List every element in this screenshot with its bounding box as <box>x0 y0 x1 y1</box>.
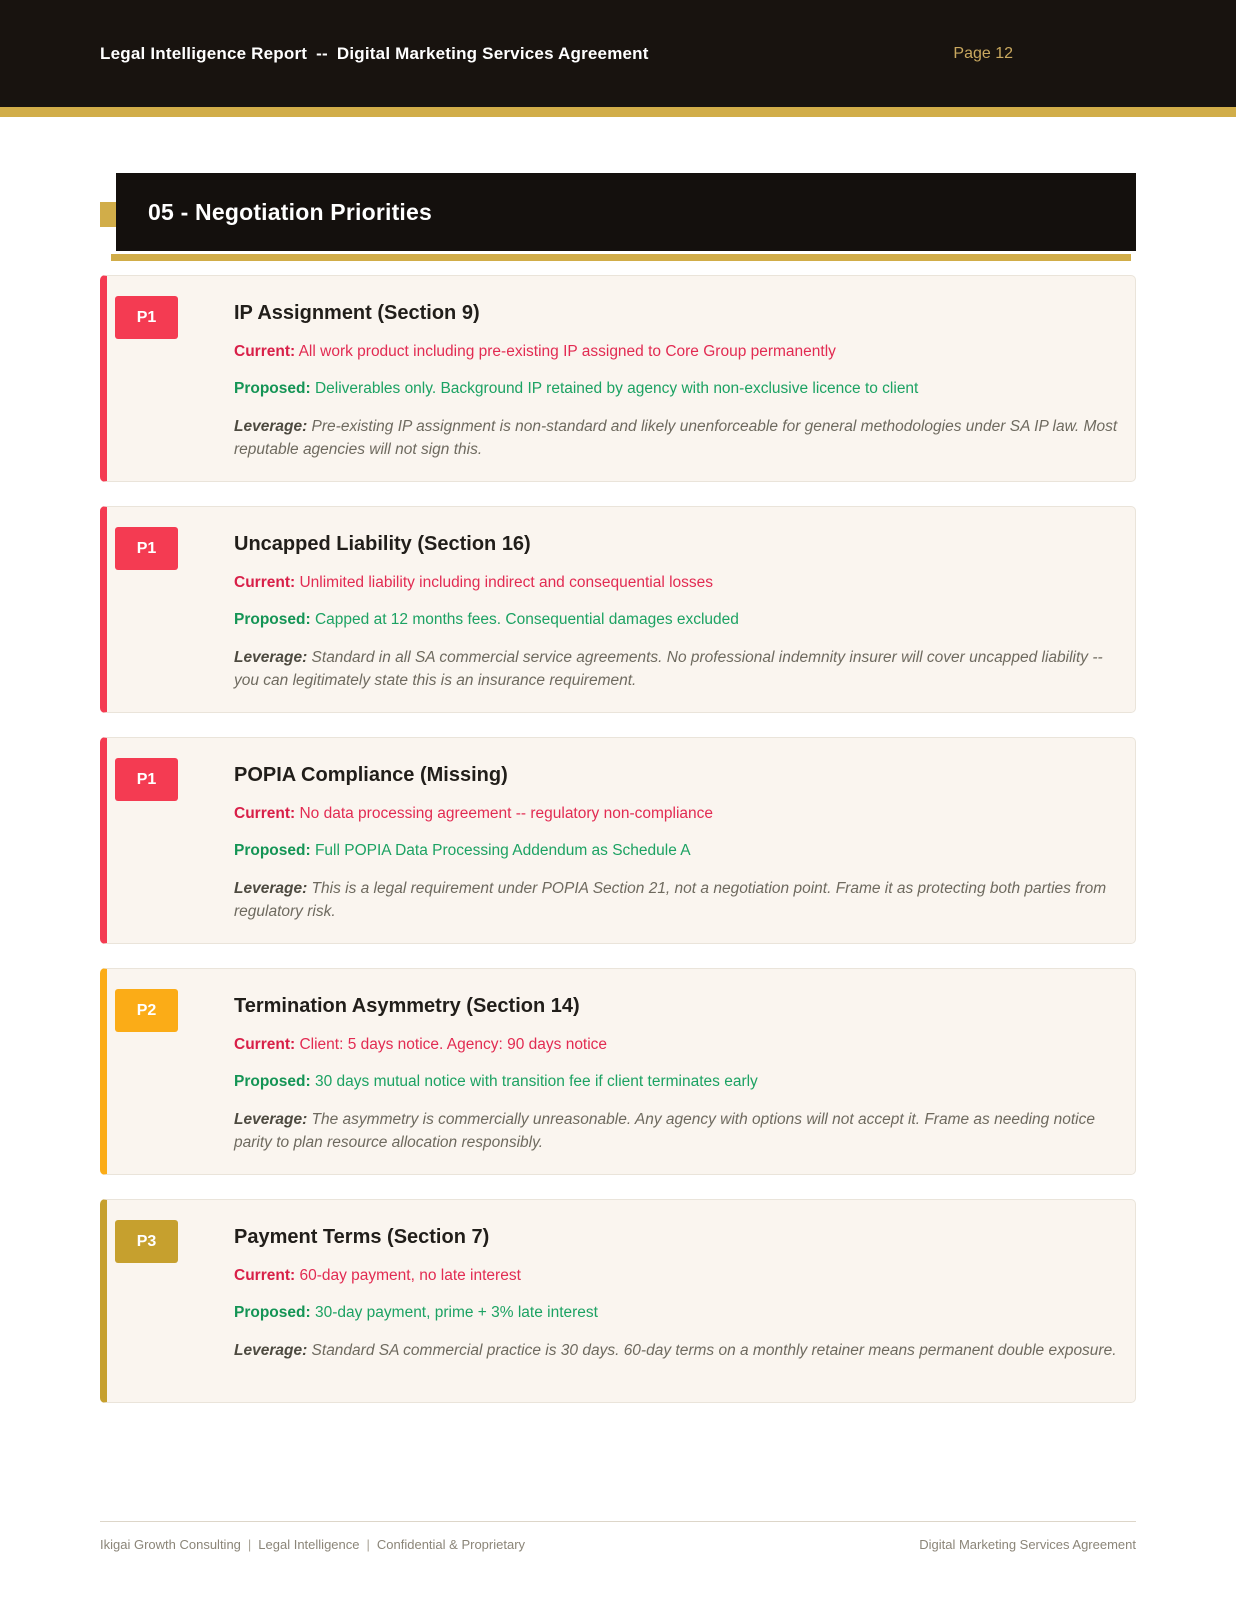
proposed-label: Proposed: <box>234 842 311 859</box>
proposed-text: Capped at 12 months fees. Consequential damages excluded <box>314 611 739 628</box>
proposed-label: Proposed: <box>234 1304 311 1321</box>
priority-card-popia-compliance <box>100 737 1136 944</box>
footer-product: Legal Intelligence <box>258 1537 360 1552</box>
leverage-label: Leverage: <box>234 1342 308 1359</box>
priority-title: IP Assignment (Section 9) <box>234 302 480 324</box>
priority-card-ip-assignment <box>100 275 1136 482</box>
card-content <box>234 758 1121 923</box>
leverage-label: Leverage: <box>234 880 308 897</box>
proposed-text: 30 days mutual notice with transition fee if client terminates early <box>314 1073 758 1090</box>
priority-badge: P1 <box>115 296 178 339</box>
proposed-line <box>234 840 1121 862</box>
proposed-line <box>234 1302 1121 1324</box>
section-title: 05 - Negotiation Priorities <box>148 198 433 225</box>
priority-card-termination-asymmetry <box>100 968 1136 1175</box>
card-content <box>234 296 1121 461</box>
current-text: Unlimited liability including indirect and consequential losses <box>299 574 714 591</box>
current-label: Current: <box>234 574 296 591</box>
leverage-line <box>234 1108 1121 1154</box>
priority-title: Uncapped Liability (Section 16) <box>234 533 531 555</box>
priority-badge: P3 <box>115 1220 178 1263</box>
footer-company: Ikigai Growth Consulting <box>100 1537 241 1552</box>
proposed-text: Deliverables only. Background IP retained by agency with non-exclusive licence to client <box>314 380 919 397</box>
proposed-line <box>234 378 1121 400</box>
footer-right: Digital Marketing Services Agreement <box>919 1537 1136 1552</box>
leverage-text: The asymmetry is commercially unreasonable. Any agency with options will not accept it. Frame as needing notice parity to plan resource allocation responsibly. <box>234 1111 1095 1151</box>
priority-badge: P2 <box>115 989 178 1032</box>
gold-underline-decoration <box>111 254 1131 261</box>
leverage-line <box>234 877 1121 923</box>
current-line <box>234 803 1121 825</box>
proposed-line <box>234 1071 1121 1093</box>
section-title-banner <box>116 173 1136 251</box>
current-label: Current: <box>234 343 296 360</box>
priority-title: POPIA Compliance (Missing) <box>234 764 508 786</box>
priority-title: Termination Asymmetry (Section 14) <box>234 995 580 1017</box>
footer-pipe: | <box>366 1537 370 1552</box>
proposed-label: Proposed: <box>234 1073 311 1090</box>
leverage-label: Leverage: <box>234 1111 308 1128</box>
proposed-label: Proposed: <box>234 611 311 628</box>
footer-confidentiality: Confidential & Proprietary <box>376 1537 526 1552</box>
card-content <box>234 1220 1121 1382</box>
current-text: All work product including pre-existing IP assigned to Core Group permanently <box>298 343 836 360</box>
page-footer <box>100 1521 1136 1552</box>
leverage-text: Pre-existing IP assignment is non-standard and likely unenforceable for general methodologies under SA IP law. Most reputable agencies will not sign this. <box>234 418 1118 458</box>
leverage-line <box>234 646 1121 692</box>
current-line <box>234 1265 1121 1287</box>
report-title-left: Legal Intelligence Report <box>100 43 308 63</box>
current-text: 60-day payment, no late interest <box>299 1267 521 1284</box>
leverage-text: This is a legal requirement under POPIA Section 21, not a negotiation point. Frame it as protecting both parties from regulatory risk. <box>234 880 1107 920</box>
report-title-right: Digital Marketing Services Agreement <box>336 43 649 63</box>
footer-pipe: | <box>247 1537 252 1552</box>
gold-accent-bar <box>0 107 1236 117</box>
leverage-text: Standard in all SA commercial service agreements. No professional indemnity insurer will cover uncapped liability -- you can legitimately state this is an insurance requirement. <box>234 649 1103 689</box>
negotiation-priorities-section <box>100 173 1136 1403</box>
leverage-line <box>234 1339 1121 1362</box>
priority-card-uncapped-liability <box>100 506 1136 713</box>
proposed-line <box>234 609 1121 631</box>
current-line <box>234 1034 1121 1056</box>
priority-badge: P1 <box>115 758 178 801</box>
priority-card-payment-terms <box>100 1199 1136 1403</box>
leverage-line <box>234 415 1121 461</box>
proposed-text: Full POPIA Data Processing Addendum as Schedule A <box>314 842 691 859</box>
report-title <box>100 44 649 64</box>
current-label: Current: <box>234 1036 296 1053</box>
proposed-text: 30-day payment, prime + 3% late interest <box>314 1304 598 1321</box>
leverage-text: Standard SA commercial practice is 30 days. 60-day terms on a monthly retainer means permanent double exposure. <box>311 1342 1117 1359</box>
report-header <box>0 0 1236 107</box>
card-content <box>234 527 1121 692</box>
footer-left <box>100 1537 525 1552</box>
current-line <box>234 341 1121 363</box>
card-content <box>234 989 1121 1154</box>
priority-badge: P1 <box>115 527 178 570</box>
gold-tab-decoration <box>100 202 116 227</box>
priority-title: Payment Terms (Section 7) <box>234 1226 490 1248</box>
current-text: Client: 5 days notice. Agency: 90 days notice <box>299 1036 608 1053</box>
current-label: Current: <box>234 1267 296 1284</box>
proposed-label: Proposed: <box>234 380 311 397</box>
leverage-label: Leverage: <box>234 649 308 666</box>
leverage-label: Leverage: <box>234 418 308 435</box>
report-title-separator: -- <box>316 43 328 63</box>
current-text: No data processing agreement -- regulatory non-compliance <box>299 805 714 822</box>
current-label: Current: <box>234 805 296 822</box>
current-line <box>234 572 1121 594</box>
priority-card-list <box>100 275 1136 1403</box>
page-number: Page 12 <box>953 44 1013 62</box>
